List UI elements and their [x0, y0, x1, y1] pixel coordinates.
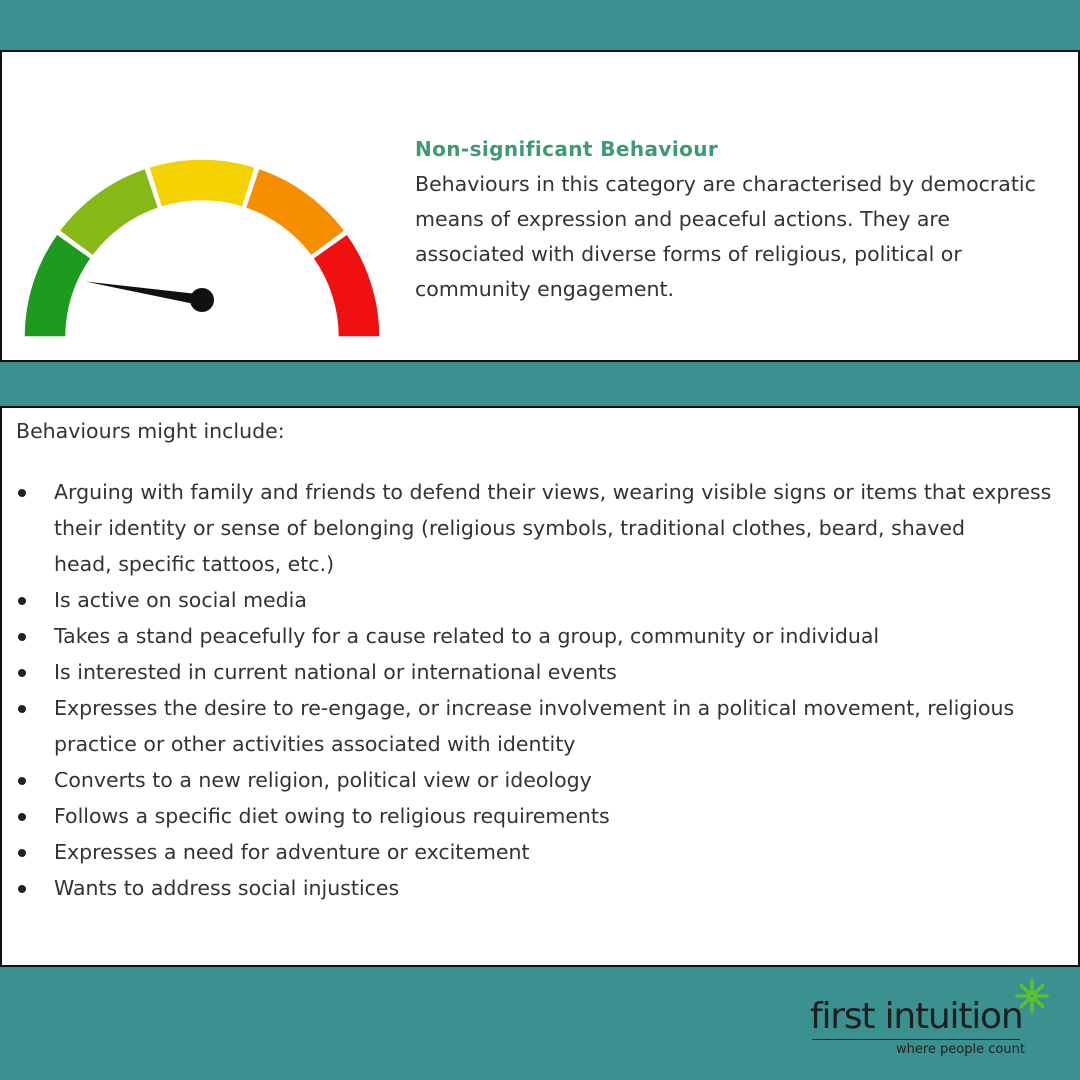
category-title: Non-significant Behaviour — [415, 137, 719, 161]
bullet-icon — [18, 885, 26, 893]
star-ray — [1034, 985, 1042, 993]
list-item-text: Converts to a new religion, political view or ideology — [54, 768, 592, 792]
list-item-text: Wants to address social injustices — [54, 876, 400, 900]
gauge-segment — [59, 168, 159, 256]
category-text — [415, 134, 1065, 307]
category-description: Behaviours in this category are characterised by democratic means of expression and peaceful actions. They are associated with diverse forms of religious, political or community engagement. — [415, 172, 1036, 301]
list-item-text: Expresses a need for adventure or excitement — [54, 840, 530, 864]
list-item-text: Arguing with family and friends to defend their views, wearing visible signs or items that express their identity or sense of belonging (religious symbols, traditional clothes, beard, shaved head, specific tattoos, etc.) — [54, 480, 1052, 576]
list-item — [2, 618, 1072, 654]
logo-underline — [812, 1039, 1020, 1040]
list-item-text: Takes a stand peacefully for a cause related to a group, community or individual — [54, 624, 880, 648]
bullet-icon — [18, 597, 26, 605]
gauge-segment — [245, 168, 345, 256]
needle-hub — [190, 288, 214, 312]
gauge-segment — [149, 159, 255, 207]
category-panel — [0, 50, 1080, 362]
logo-name: first intuition — [810, 996, 1023, 1037]
list-item-text: Is active on social media — [54, 588, 307, 612]
bullet-icon — [18, 777, 26, 785]
risk-gauge — [14, 132, 394, 347]
bullet-icon — [18, 849, 26, 857]
list-item — [2, 834, 1072, 870]
brand-logo — [808, 978, 1058, 1062]
bullet-icon — [18, 633, 26, 641]
behaviour-list — [2, 474, 1072, 906]
list-item-text: Is interested in current national or international events — [54, 660, 617, 684]
list-item — [2, 798, 1072, 834]
list-item — [2, 582, 1072, 618]
list-item — [2, 690, 1072, 762]
gauge-needle — [85, 282, 214, 312]
list-item — [2, 654, 1072, 690]
gauge-segment — [313, 234, 380, 337]
behaviours-intro: Behaviours might include: — [16, 419, 285, 443]
bullet-icon — [18, 669, 26, 677]
bullet-icon — [18, 705, 26, 713]
list-item-text: Expresses the desire to re-engage, or increase involvement in a political movement, religious practice or other activities associated with identity — [54, 696, 1015, 756]
star-ray — [1021, 985, 1029, 993]
list-item-text: Follows a specific diet owing to religious requirements — [54, 804, 610, 828]
star-ray — [1021, 998, 1029, 1006]
list-item — [2, 474, 1072, 582]
list-item — [2, 762, 1072, 798]
logo-tagline: where people count — [896, 1042, 1025, 1057]
list-item — [2, 870, 1072, 906]
needle-pointer — [85, 282, 202, 306]
gauge-segment — [24, 234, 91, 337]
bullet-icon — [18, 813, 26, 821]
behaviours-panel — [0, 406, 1080, 967]
star-ray — [1034, 998, 1042, 1006]
bullet-icon — [18, 489, 26, 497]
